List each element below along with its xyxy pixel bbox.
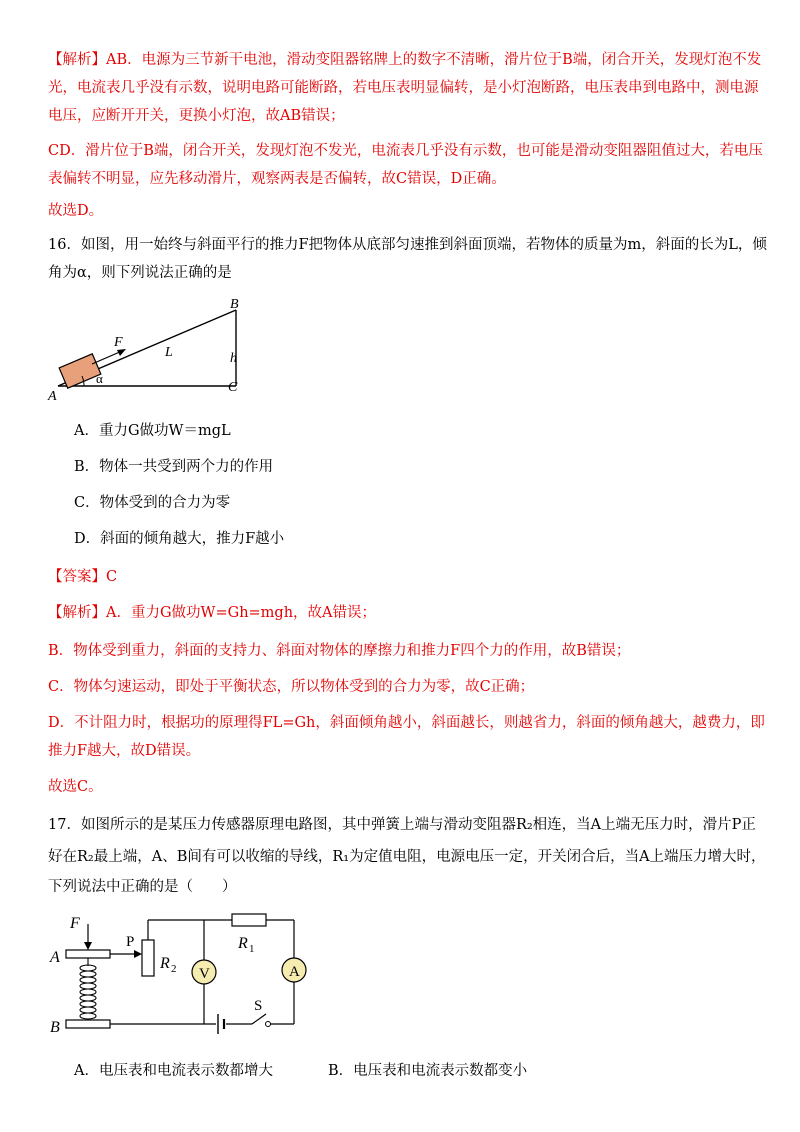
q17-stem-line1: 17．如图所示的是某压力传感器原理电路图，其中弹簧上端与滑动变阻器R₂相连，当A上端无压力时，滑片P正 [48, 817, 756, 833]
q16-option-d: D．斜面的倾角越大，推力F越小 [74, 531, 285, 547]
circuit-label-s: S [254, 998, 263, 1014]
q16-stem-line1: 16．如图，用一始终与斜面平行的推力F把物体从底部匀速推到斜面顶端，若物体的质量为m，斜面的长为L，倾 [48, 237, 767, 253]
q17-option-b: B．电压表和电流表示数都变小 [328, 1063, 528, 1079]
switch-s [252, 1014, 266, 1024]
slider-arrow [134, 950, 142, 958]
circuit-label-r2-sub: 2 [171, 963, 177, 975]
analysis15-cd-line1: CD．滑片位于B端，闭合开关，发现灯泡不发光，电流表几乎没有示数，也可能是滑动变阻器阻值过大，若电压 [48, 143, 763, 159]
analysis15-conclusion: 故选D。 [48, 203, 104, 219]
q16-option-c: C．物体受到的合力为零 [74, 495, 231, 511]
analysis15-line1: 【解析】AB．电源为三节新干电池，滑动变阻器铭牌上的数字不清晰，滑片位于B端，闭合开关，发现灯泡不发 [48, 52, 762, 68]
q16-analysis-line2: B．物体受到重力，斜面的支持力、斜面对物体的摩擦力和推力F四个力的作用，故B错误； [48, 643, 631, 659]
q16-stem-line2: 角为α，则下列说法正确的是 [48, 265, 232, 281]
q16-option-b: B．物体一共受到两个力的作用 [74, 459, 274, 475]
q17-stem-line3: 下列说法中正确的是（ ） [48, 879, 237, 895]
force-arrow [92, 351, 122, 364]
circuit-label-r2: R [160, 955, 170, 972]
incline-label-b: B [230, 297, 239, 312]
spring-coil [80, 958, 96, 1020]
incline-label-l: L [165, 345, 173, 360]
q16-analysis-line1: 【解析】A．重力G做功W=Gh=mgh，故A错误； [48, 605, 377, 621]
circuit-figure [46, 910, 316, 1040]
incline-label-c: C [228, 380, 238, 395]
circuit-label-b: B [50, 1019, 60, 1036]
q16-conclusion: 故选C。 [48, 779, 103, 795]
incline-block [59, 354, 101, 388]
analysis15-line3: 电压，应断开开关，更换小灯泡，故AB错误； [48, 108, 345, 124]
incline-label-a: A [48, 389, 57, 404]
rheostat-r2 [142, 940, 154, 976]
plate-a [66, 950, 110, 958]
incline-label-h: h [230, 351, 237, 366]
q16-option-a: A．重力G做功W＝mgL [74, 423, 231, 439]
circuit-label-voltmeter: V [199, 966, 210, 982]
q16-analysis-line5: 推力F越大，故D错误。 [48, 743, 201, 759]
q16-analysis-line4: D．不计阻力时，根据功的原理得FL=Gh，斜面倾角越小，斜面越长，则越省力，斜面的倾角越大，越费力，即 [48, 715, 765, 731]
q16-answer: 【答案】C [48, 569, 118, 585]
analysis15-cd-line2: 表偏转不明显，应先移动滑片，观察两表是否偏转，故C错误，D正确。 [48, 171, 506, 187]
q17-option-a: A．电压表和电流表示数都增大 [74, 1063, 273, 1079]
circuit-label-r1-sub: 1 [249, 943, 255, 955]
resistor-r1 [232, 914, 266, 926]
q17-stem-line2: 好在R₂最上端，A、B间有可以收缩的导线，R₁为定值电阻，电源电压一定，开关闭合后，当A上端压力增大时， [48, 849, 766, 865]
circuit-label-f: F [70, 915, 80, 932]
plate-b [66, 1020, 110, 1028]
incline-label-alpha: α [96, 371, 103, 386]
incline-label-f: F [114, 335, 123, 350]
circuit-label-p: P [126, 934, 135, 950]
analysis15-line2: 光，电流表几乎没有示数，说明电路可能断路，若电压表明显偏转，是小灯泡断路，电压表串到电路中，测电源 [48, 80, 759, 96]
circuit-label-a: A [50, 949, 60, 966]
q16-analysis-line3: C．物体匀速运动，即处于平衡状态，所以物体受到的合力为零，故C正确； [48, 679, 535, 695]
circuit-label-ammeter: A [289, 964, 300, 980]
circuit-label-r1: R [238, 935, 248, 952]
incline-figure [44, 296, 264, 406]
